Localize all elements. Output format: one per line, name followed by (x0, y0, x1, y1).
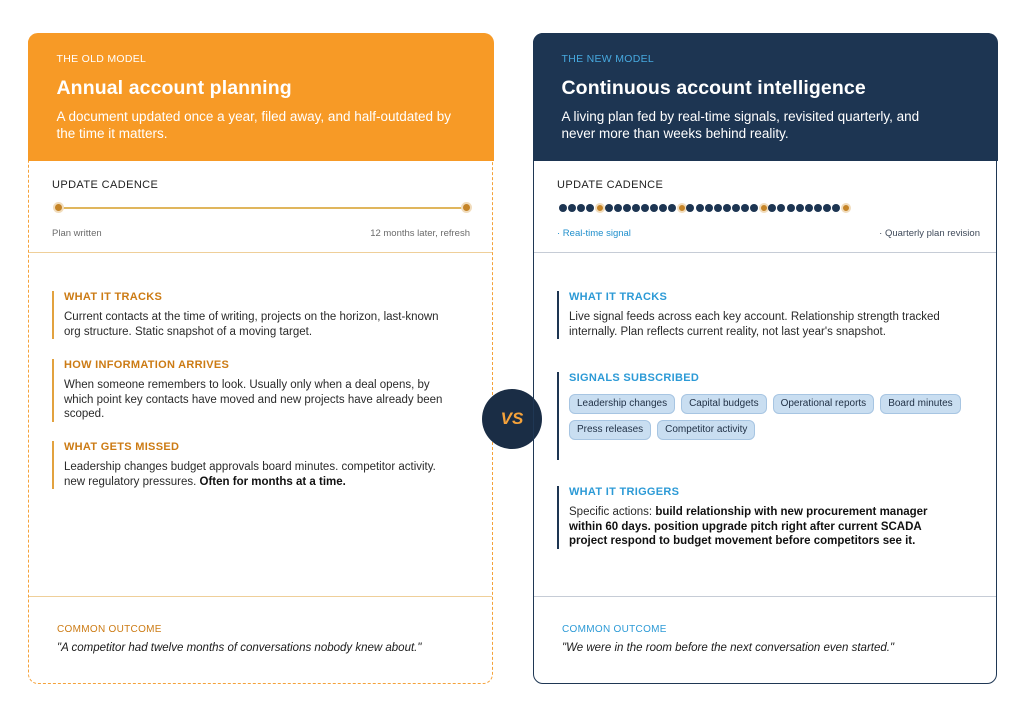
signal-chips (569, 394, 979, 440)
old-tracks-body: Current contacts at the time of writing, projects on the horizon, last-known org structure. Static snapshot of a moving target. (64, 311, 439, 338)
signal-chip[interactable]: Operational reports (773, 394, 875, 414)
old-section-arrives (52, 359, 454, 422)
old-tracks-title: WHAT IT TRACKS (64, 291, 163, 303)
real-time-signal-dot (632, 204, 640, 212)
old-model-title: Annual account planning (56, 76, 292, 99)
real-time-signal-dot (714, 204, 722, 212)
old-missed-text: Leadership changes budget approvals board minutes. competitor activity. new regulatory pressures. (64, 461, 436, 488)
real-time-signal-dot (559, 204, 567, 212)
real-time-signal-dot (723, 204, 731, 212)
real-time-signal-dot (741, 204, 749, 212)
real-time-signal-dot (659, 204, 667, 212)
quarterly-revision-dot (841, 203, 851, 213)
new-cadence-label: UPDATE CADENCE (557, 179, 664, 191)
real-time-signal-dot (796, 204, 804, 212)
old-section-missed (52, 441, 454, 489)
real-time-signal-dot (814, 204, 822, 212)
new-model-eyebrow: THE NEW MODEL (561, 52, 655, 65)
new-cadence-left-caption: · Real-time signal (557, 228, 631, 239)
old-outcome-quote: "A competitor had twelve months of conversations nobody knew about." (57, 642, 422, 654)
real-time-signal-dot (768, 204, 776, 212)
new-model-title: Continuous account intelligence (561, 76, 866, 99)
real-time-signal-dot (614, 204, 622, 212)
old-missed-title: WHAT GETS MISSED (64, 441, 180, 453)
new-triggers-emphasis: build relationship with new procurement manager within 60 days. position upgrade pitch right after current SCADA project respond to budget movement before competitors see it. (569, 506, 928, 547)
old-divider-bottom (29, 596, 492, 597)
new-model-subtitle: A living plan fed by real-time signals, revisited quarterly, and never more than weeks behind reality. (561, 108, 920, 141)
old-divider-top (29, 252, 492, 253)
old-outcome-label: COMMON OUTCOME (57, 624, 162, 635)
old-cadence-end-dot (461, 202, 472, 213)
real-time-signal-dot (650, 204, 658, 212)
real-time-signal-dot (787, 204, 795, 212)
old-cadence-start-dot (53, 202, 64, 213)
real-time-signal-dot (686, 204, 694, 212)
real-time-signal-dot (641, 204, 649, 212)
old-model-eyebrow: THE OLD MODEL (56, 52, 147, 65)
old-missed-body (64, 460, 454, 489)
real-time-signal-dot (568, 204, 576, 212)
real-time-signal-dot (777, 204, 785, 212)
new-divider-bottom (534, 596, 996, 597)
old-model-header (28, 33, 494, 161)
old-model-card (28, 33, 493, 684)
old-cadence-left-caption: Plan written (52, 228, 102, 239)
new-section-tracks (557, 291, 954, 339)
real-time-signal-dot (577, 204, 585, 212)
new-tracks-title: WHAT IT TRACKS (569, 291, 668, 303)
new-triggers-lead: Specific actions: (569, 506, 653, 518)
new-model-header (533, 33, 998, 161)
new-divider-top (534, 252, 996, 253)
old-model-subtitle: A document updated once a year, filed away, and half-outdated by the time it matters. (56, 108, 452, 141)
vs-badge: VS (482, 389, 542, 449)
new-triggers-body (569, 505, 954, 549)
old-section-tracks (52, 291, 449, 339)
real-time-signal-dot (823, 204, 831, 212)
real-time-signal-dot (705, 204, 713, 212)
real-time-signal-dot (696, 204, 704, 212)
signal-chip[interactable]: Competitor activity (657, 420, 755, 440)
new-outcome-quote: "We were in the room before the next conversation even started." (562, 642, 895, 654)
real-time-signal-dot (750, 204, 758, 212)
real-time-signal-dot (623, 204, 631, 212)
real-time-signal-dot (732, 204, 740, 212)
real-time-signal-dot (605, 204, 613, 212)
new-triggers-title: WHAT IT TRIGGERS (569, 486, 680, 498)
signal-chip[interactable]: Board minutes (880, 394, 960, 414)
real-time-signal-dot (586, 204, 594, 212)
quarterly-revision-dot (595, 203, 605, 213)
new-tracks-body: Live signal feeds across each key account. Relationship strength tracked internally. Plan reflects current reality, not last year's snapshot. (569, 311, 940, 338)
new-outcome-label: COMMON OUTCOME (562, 624, 667, 635)
signal-chip[interactable]: Leadership changes (569, 394, 675, 414)
new-cadence-right-caption: · Quarterly plan revision (879, 228, 980, 239)
real-time-signal-dot (832, 204, 840, 212)
new-section-signals (557, 372, 979, 460)
old-arrives-body: When someone remembers to look. Usually only when a deal opens, by which point key contacts have moved and new projects have already been scoped. (64, 379, 443, 420)
old-cadence-line (58, 207, 467, 209)
new-signals-title: SIGNALS SUBSCRIBED (569, 372, 700, 384)
signal-chip[interactable]: Press releases (569, 420, 651, 440)
new-section-triggers (557, 486, 954, 549)
new-model-card (533, 33, 997, 684)
real-time-signal-dot (805, 204, 813, 212)
real-time-signal-dot (668, 204, 676, 212)
signal-chip[interactable]: Capital budgets (681, 394, 767, 414)
old-cadence-label: UPDATE CADENCE (52, 179, 159, 191)
old-missed-emphasis: Often for months at a time. (199, 475, 346, 488)
old-cadence-right-caption: 12 months later, refresh (370, 228, 470, 239)
old-arrives-title: HOW INFORMATION ARRIVES (64, 359, 230, 371)
